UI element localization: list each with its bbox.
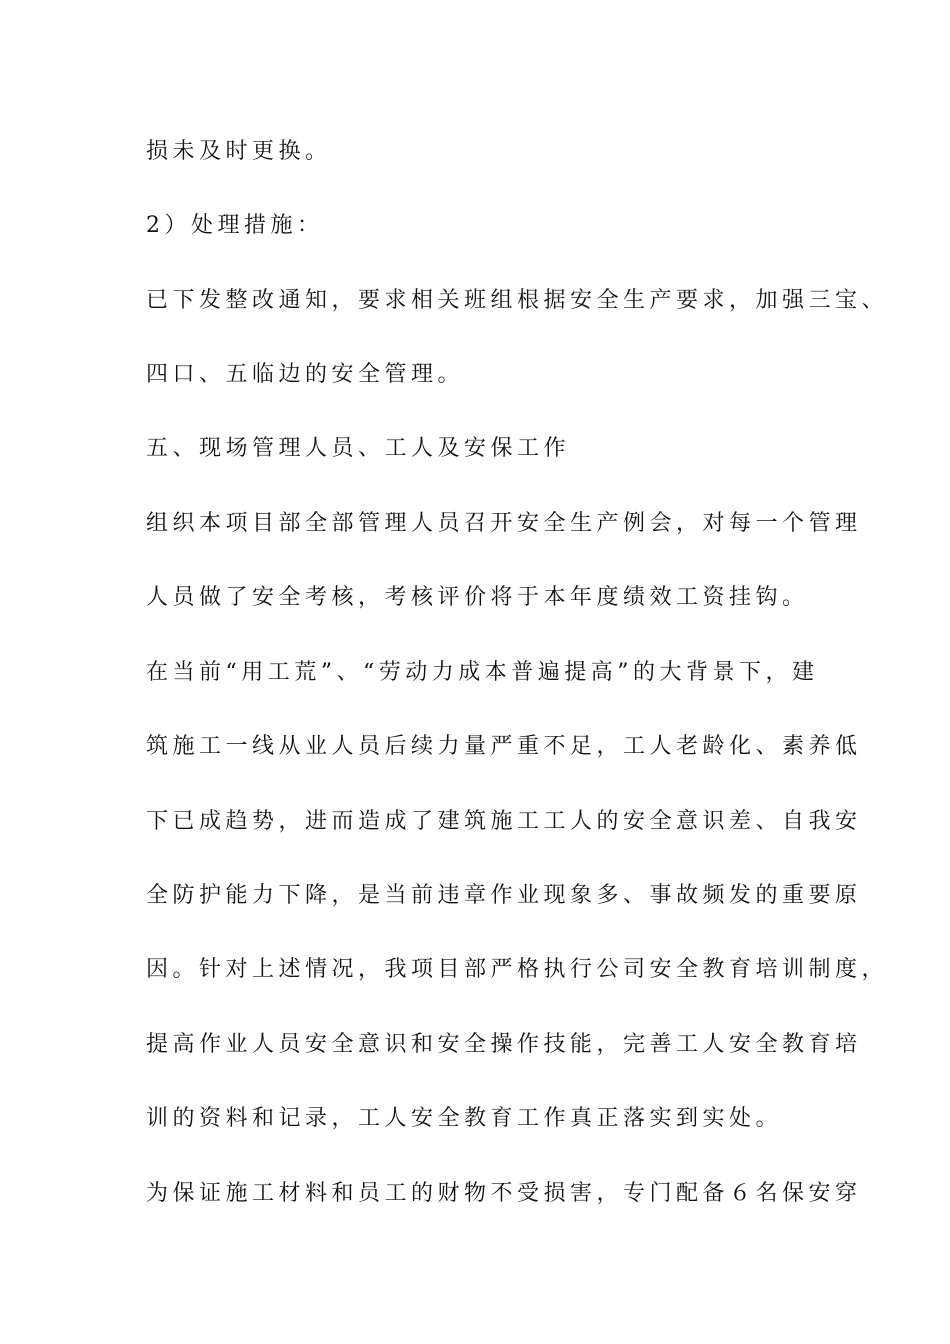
text-line: 组织本项目部全部管理人员召开安全生产例会，对每一个管理 — [146, 511, 862, 536]
text-line: 下已成趋势，进而造成了建筑施工工人的安全意识差、自我安 — [146, 809, 862, 834]
text-line: 因。针对上述情况，我项目部严格执行公司安全教育培训制度， — [146, 957, 889, 982]
text-line: 四口、五临边的安全管理。 — [146, 362, 465, 387]
list-item-heading: 2）处理措施： — [146, 213, 324, 238]
text-line: 筑施工一线从业人员后续力量严重不足，工人老龄化、素养低 — [146, 734, 862, 759]
section-heading: 五、现场管理人员、工人及安保工作 — [146, 436, 571, 461]
text-line: 提高作业人员安全意识和安全操作技能，完善工人安全教育培 — [146, 1032, 862, 1057]
text-line: 人员做了安全考核，考核评价将于本年度绩效工资挂钩。 — [146, 585, 809, 610]
text-line: 全防护能力下降，是当前违章作业现象多、事故频发的重要原 — [146, 883, 862, 908]
text-line: 训的资料和记录，工人安全教育工作真正落实到实处。 — [146, 1106, 783, 1131]
text-line: 已下发整改通知，要求相关班组根据安全生产要求，加强三宝、 — [146, 288, 889, 313]
text-line: 在当前“用工荒”、“劳动力成本普遍提高”的大背景下，建 — [146, 660, 819, 685]
text-line: 为保证施工材料和员工的财物不受损害，专门配备６名保安穿 — [146, 1181, 862, 1206]
text-line: 损未及时更换。 — [146, 139, 332, 164]
